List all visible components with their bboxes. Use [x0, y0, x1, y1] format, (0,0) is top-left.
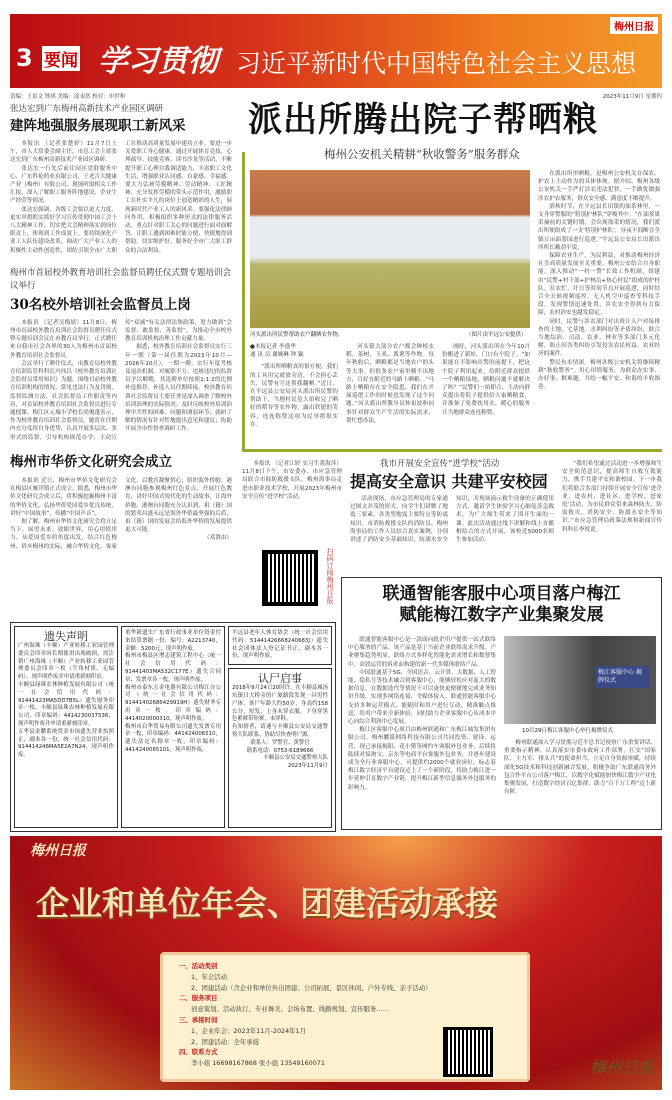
newspaper-logo: 梅州日报	[610, 17, 658, 34]
ad-headline: 企业和单位年会、团建活动承接	[36, 884, 498, 923]
section-title: 四、联系方式	[179, 1048, 218, 1057]
ad-panel	[160, 952, 530, 1082]
photo-credit: （图片由平远公安提供）	[466, 332, 527, 338]
section-title: 二、服务项目	[179, 994, 218, 1003]
ad-logo: 梅州日报	[30, 843, 86, 859]
paragraph: 浴秋时节，在平远县长田镇的油茶林里，一支身穿警服的“特别护林队”穿梭其中。“在油茶果采摘前的关键时期，会出现盗采的情况，我们派出所便组成了一支‘特别护林队’，昼夜不间断在全镇万亩油茶园进行巡逻。”平远县公安局长田派出所所长赖劲平说。	[538, 203, 660, 251]
headline: 建阵地强服务展现职工新风采	[10, 118, 186, 134]
article-body	[348, 636, 496, 792]
paragraph: 中国联通基于5G、全国语音、云计算、大数据、人工智能、隐私号等技术融合到客服中心，能够轻松应对庞大的数据信息，在数据迭代等情况下可以更快更便捷地完成业务知识升级，实现多网络连接、全媒体接入。联通智能客服中心支持多种运营模式，能随时和用户进行互动，精准触点推送，给用户带来全新体验，同时助力企业客服中心从成本中心向综合利润中心发展。	[348, 669, 496, 726]
lead-body-lower	[250, 343, 530, 429]
paragraph: 据悉，校外教育培训社会监督员实行三年一期（第一届任期为2023年10月—2026年10月），一期一聘，实行年度考核及退出机制，对履职不力、违规违纪的监督员予以解聘，其选聘单位按照1:1:2的比例补选推荐，补选人员任期续接。校外教育培训社会监督员主要任务是深入调查了解校外培训治理的实际情况；及时反映校外培训治理中共性的困难、问题和薄弱环节；就研了解的情况有针对性地提出意见和建议；协助开展全市性督查调研工作。	[125, 344, 232, 433]
article-body	[10, 477, 232, 551]
page-number: 3	[16, 44, 33, 72]
notice-item: 平远县老年人体育协会（统一社会信用代码：51441426668240683J）遗失社会团体法人登记证书正、副本各一份，现声明作废。	[232, 630, 328, 660]
notice-item: 梅州市启华贸易有限公司遗失发票专用章一枚，印章编码：441424006510，遗失法定名称章一枚，印章编码：4414240065101，现声明作废。	[125, 723, 221, 753]
photo-ceremony	[504, 636, 656, 724]
page-banner	[10, 14, 662, 88]
notice-title: 认尸启事	[258, 672, 302, 686]
headline: 30名校外培训社会监督员上岗	[10, 296, 191, 313]
paragraph: 本报讯 近日，梅州市华侨文化研究会在梅县区雁洋镇正式成立。据悉，梅州市华侨文化研究会成立后，将积极挖掘梅州丰富的华侨文化，弘扬华侨爱国爱乡优良传统，讲好“中国故事”，传播“中国声音”。	[10, 477, 117, 517]
paragraph: 保障农业生产，为民利益，对推动梅州经济社会高质量发展至关重要。梅州公安结合自身职能，深入推动“一村一警”长效工作机制，组建由“民警+村干部+护林员+热心村民”组成的护村队，在农忙、圩日等时间节点开展巡逻，同时结合全天候视频巡控、无人机空中巡查等科技手段，发现警情迅速处置，涉农安全得到有力保障，农村治安也越发稳定。	[538, 253, 660, 317]
paragraph: 刚好，河头派出所在今年10月份搬进了新址，门口有个院子。“如果能在不影响出警的前提下，把这个院子利用起来，给附近群众提供一个晒粮场地，晒粮问题不就解决了吗？”民警们一拍即合，主动向群众提出将院子提供给大家晒粮食，并准备了免费饮用水，暖心的服务让当地群众连连称赞。	[442, 344, 530, 416]
lead-headline: 派出所腾出院子帮晒粮	[248, 100, 598, 140]
notice-title: 遗失声明	[44, 630, 88, 643]
kicker: 张达宏到广东梅州高新技术产业园区调研	[10, 104, 164, 114]
byline: ●本报记者 李盛华 通 讯 员 谢婉琳 钟 颖	[250, 344, 304, 359]
notice-item: 梅州市梅县区增志建筑工程中心（统一社会信用代码：91441403MA532C177E）遗失合同章、发票章各一枚，现声明作废。	[125, 653, 221, 683]
notice-item: 有知情者，请速与丰顺县公安局交通警察大队联系，协助尽快查明尸源。	[232, 724, 328, 738]
left-column	[10, 104, 232, 551]
issue-date: 2023年11月9日 星期四	[602, 94, 662, 100]
qr-code[interactable]	[262, 550, 318, 606]
safety-headline: 提高安全意识 共建平安校园	[350, 472, 548, 491]
notice-item: 梅州市泰东五金电器有限公司梅江分公司（统一社会信用代码：91441402686429919H）遗失财务专用章一枚，印章编码：4414020000310，现声明作废。	[125, 684, 221, 722]
article-body	[10, 140, 232, 255]
contact-phones: 李小姐 16698167868 张小姐 13549160071	[191, 1059, 325, 1068]
notice-date: 2023年11月9日	[287, 763, 328, 770]
paragraph: 本报讯 （记者吴梅婧）11月8日，梅州市首届校外教育培训社会监督员聘任仪式暨专题培训会议在市教育局举行，正式聘任来自我市社会各界的30人为梅州市首届校外教育培训社会监督员。	[10, 319, 117, 359]
banner-title: 习近平新时代中国特色社会主义思想	[236, 49, 637, 78]
lost-notice	[14, 626, 118, 828]
paragraph: 同时，民警与涉农部门对出资计入户对接排查的土地、宅基地、水利纠纷等矛盾纠纷，联合当地综治、司法、农业、林业等多部门多元化解，防止因各类纠纷引发侵害农民权益、农业经济的案件。	[538, 318, 660, 358]
photo-drying-grain	[250, 170, 530, 328]
paragraph: 张达宏强调，各级工会要以更大力度、更实举措抓实抓好学习宣传贯彻中国工会十八大精神工作，切实把大会精神落实到岗位职责上、体现到工作成效上。要持续深化产业工人队伍建设改革，调动广大产业工人的积极性主动性创造性，团结引领全市广大职工在推动高质量发展中建功立业。要进一步关爱职工身心健康，通过开展体育竞技、心理疏导、技能竞赛、读书沙龙等活动，不断提升职工心理自我调适能力，丰富职工文化生活，增强职业认同感、自豪感、幸福感。要大力弘扬劳模精神、劳动精神、工匠精神，充分发挥劳模的带头示范作用，激励职工在朴实平凡的岗位上创造精彩的人生，展现新时代产业工人的新风采。要强化法律顾问作用，积极组织多种形式的法律服务活动，重点针对职工关心的问题进行面对面解答，让职工遇到困难时能方便、快捷地得到帮助，切实维护好、服务好全市广大职工群众的合法利益。	[10, 141, 232, 254]
paragraph: 梅州联通深入学习贯彻习近平总书记视察广东重要讲话、重要指示精神，认真落实市委市政府工作部署，扛实“国家队、主力军、排头兵”的使命担当，立足自身资源禀赋，持续深化5G技术和科技创新融合发展，积极争取广东联通商务外包合作平台公司落户梅江，以数字化赋能加快梅江数字产业化集聚发展，打造数字经济百亿集群，助力“百千万工程”迈上新台阶。	[504, 740, 656, 796]
item: 2、团建活动（含企业和单位外出团建、公司拓展、景区休闲、户外专线、亲子活动）	[191, 983, 432, 992]
advertisement	[10, 836, 662, 1090]
photo-caption: 河头派出所民警帮助农户翻晒农作物。	[250, 332, 344, 338]
item: 1、年会活动	[191, 972, 228, 981]
safety-body-mid	[350, 495, 554, 544]
paragraph: “我们希望通过活动进一步增强师生安全防范意识，提高师生自救互救能力，携手共建平安和谐校园。下一步我们将联合多部门持续开展安全宣传‘进企业、进农村、进社区、进学校、进家庭’活动，为市民群众带来森林防火、防震救灾、消防安全、防溺水安全等知识。”市应急管理局政策法规和新闻宣传科科长李锐说。	[562, 461, 662, 533]
paragraph: 在派出所里晒粮，是梅州公安机关在保农、护农上主动作为的具体体现。据介绍，梅州各级公安机关一手严打涉农违法犯罪，一手做优做强涉农护农服务，群众安全感、满意度不断提升。	[538, 171, 660, 202]
lost-notice-cont	[121, 626, 225, 828]
ad-logo-bottom: 梅州日报	[589, 1058, 654, 1077]
notice-item: 广州海珠（丰顺）产业转移工业园管理委员会印章因长期使用出现破损，需注销广州海珠（丰顺）产业转移工业园管理委员会印章一枚（牛角材质、无编码），现声明作废并申请重新刻印章。	[18, 643, 114, 681]
source: （邓贤由）	[204, 535, 232, 542]
notice-item: 五华县金鹏系统贸金市场遗失营业执照正、副本各一份，统一社会信用代码：914414246MA5E2A7N24，现声明作废。	[18, 728, 114, 759]
article-body-right	[504, 739, 656, 796]
item: 1、企业年会：2023年11月-2024年1月	[191, 1026, 307, 1035]
qr-caption: 扫码订阅梅州日报	[326, 548, 334, 604]
paragraph: 本报讯 （记者江婷 实习生黄海萍）11月8日下午，市安委办、市应急管理局联合市陆防救援支队、梅州海事局走进市职业技术学校，开展2023年梅州市安全宣传“进学校”活动。	[242, 461, 342, 500]
item: 2、团建活动：全年承接	[191, 1037, 259, 1046]
notices-box	[10, 622, 336, 832]
paragraph: 本报讯 （记者张楚婷）11月7日上午，市人大常委会副主任、市总工会主席张达宏到广东梅州高新技术产业园区调研。	[10, 141, 117, 164]
lead-subtitle: 梅州公安机关精耕“秋收警务”服务群众	[320, 147, 524, 161]
lead-body-right	[538, 170, 660, 391]
credits: 责编：王景文 钟琪 美编：涂未然 校对：申世和	[10, 94, 126, 100]
section-label: 要闻	[42, 46, 80, 71]
paragraph: 河头镇大部分农户都会种植水稻、茶树、玉米、番薯等作物。每年秋收后，晒粮都是当地农户的头等大事。但很多农户家里腾不出地方，只好在附近的马路上晒粮。“马路上晒粮存在安全隐患，我们在开展巡逻工作的时候也发现了这个问题。”河头派出所教导员钟祖波和同事针对群众生产生活的实际需求，帮忙想办法。	[346, 344, 434, 424]
headline: 梅州市华侨文化研究会成立	[10, 453, 172, 470]
article-union	[10, 104, 232, 255]
paragraph: 警民鱼水情深。梅州各级公安机关将继续精耕“秋收警务”，用心用情服务，为群众办实事、办好事、解难题，共绘一幅平安、和谐的丰收图卷。	[538, 359, 660, 391]
paragraph: 联通智能客服中心是一款面向政企用户提供一站式联络中心服务的产品。该产品是基于当前企业联络需求升级、产业聚集趋势明显、联络方式多样化智能化需求增长和数智集中、高效运营的诉求而构建的新一代多媒体联络产品。	[348, 637, 496, 668]
photo-caption: 10月29日梅江客服中心举行揭牌仪式	[522, 728, 613, 734]
liantong-box	[341, 577, 662, 830]
safety-kicker: 我市开展安全宣传“进学校”活动	[380, 459, 500, 469]
notice-item: 2018年9月24日20时许，在丰顺县城汤坑镇日大桥旁的广厦路段发现一具男性尸体，该尸年龄大约50岁，身高约158公分，短发，上身未穿衣服，下身穿黑色紧裤带短裤，未穿鞋。	[232, 685, 328, 723]
issuer: 丰顺县公安局交通警察大队	[263, 755, 328, 762]
kicker: 梅州市首届校外教育培训社会监督员聘任仪式暨专题培训会议举行	[10, 267, 232, 291]
safety-body-right	[562, 460, 662, 534]
paragraph: 据了解，梅州市华侨文化研究会将立足当下、展望未来、放眼世界，用心用情用力，从爱国爱乡的角度出发，结合红色梅州、侨乡梅州的实际，融合华侨文化、客家文化，以教育凝聚侨心；组织海外侨胞、港澳台同胞参观梅州红色景点，开展红色教育，讲好中国式现代化的生动故事，让海外侨胞、港澳台同胞充分认识到，祖（籍）国的繁荣昌盛永远是海外华侨最坚强的后盾，祖（籍）国的发展会给海外华侨的发展提供更大可能。	[10, 477, 232, 550]
article-body	[10, 319, 232, 442]
paragraph: 梅江区客服中心项目由梅州联通和广东梅江城发集团有限公司、梅州鹏派网络科技有限公司共同投资、建设、运营，现已承接揭阳、花小猪等网约车客服外包业务，后续将陆续对接淘宝、京东等电商平台客服外包业务，并逐步建设成为全行业客服中心，可提供约2000个就业岗位，标志着梅江数字经济平台建设迈上了一个新阶段，将助力梅江进一步延伸引育数字产业链，提升梅江新型信息服务外包服务的影响力。	[348, 727, 496, 791]
item: 创意策划、活动执行、专业舞美、会场布置、线路规划、宣传服务……	[191, 1005, 390, 1014]
paragraph: “派出所晒粮真的很方便，我们的工具用完就放旁边，不会担心丢失，民警有空还帮我翻晒。”近日，在平远县公安局河头派出所民警的帮助下，当地村民危大伯收完了晒好的稻谷等农作物，露出欣慰的笑容，连连称赞这项为民举措很实在。	[250, 364, 338, 428]
lost-notice-assoc	[228, 626, 332, 665]
calligraphy-title: 学习贯彻	[98, 44, 218, 79]
contact: 联系人：罗警官、黄警官	[250, 739, 310, 746]
body-notice	[228, 668, 332, 828]
safety-body-left	[242, 460, 342, 501]
paragraph: 活动现场，市应急管理局的专家通过图文并茂的形式，向学生们讲解了地震三要素、各类型地震主要特点等防震知识。市消防救援支队的消防员、梅州海事局的工作人员结合真实案例，分别讲述了消防安全基础知识、防溺水安全知识，并现场演示救生设备的正确使用方式，邀请学生体验学习心肺复苏急救术，为广大师生带来了別开生面的一课。此次活动通过线下讲解和线上直播相结合的方式开展，该校近5000名师生参加活动。	[350, 496, 554, 544]
ceremony-sign: 梅江客服中心 揭牌仪式	[595, 666, 650, 688]
notice-item: 重华新遗失广东省行政事业单位资金往来结算票据一份，编号：A2213740，金额：5200元，现声明作废。	[125, 630, 221, 652]
article-overseas-chinese	[10, 454, 232, 551]
paragraph: 会议举行了聘任仪式，市教育局校外教育培训监管科科长冯伟以《校外教育培训社会监督员常用知识》为题，围绕目前校外教育培训机构的情况、常见违法行为及罚则、监督监测方法、社会监督员工作职责等内容，对首届校外教育培训社会监督员进行专题授课。梅江区元城小学校长尚俊蓬表示，作为校外教育培训社会监督员，她将在任期内充分发挥自身优势，认真开展多层次、多形式的监督，引导机构规范办学；主动宣传“双减”有关法律法规政策，努力做到“会监督、敢监督、善监督”，为推动全市校外教育培训机构治理工作贡献力量。	[10, 319, 232, 441]
contact-phone: 联系电话：0753-6189666	[246, 747, 314, 754]
section-title: 三、承接时间	[179, 1015, 218, 1024]
ad-qr-code[interactable]	[443, 1027, 493, 1077]
notice-item: 丰顺县绿珠农林种植发展有限公司（统一社会信用代码：91441423MA5DD7B5L）遗失财务印章一枚、丰顺县绿珠农林种植发展有限公司，印章编码：4414230037536，现声明作废并申请重新刻印章。	[18, 681, 114, 727]
paragraph: 张达宏一行先后前往园区党群服务中心、广东科伦药业有限公司、王老吉大健康产业（梅州）有限公司，现场听取相关工作汇报，深入了解职工服务阵地建设、企业生产经营等情况。	[10, 165, 117, 205]
section-title: 一、活动类别	[179, 962, 218, 970]
notice-col3	[228, 626, 332, 828]
article-supervisors	[10, 267, 232, 442]
headline: 联通智能客服中心项目落户梅江 赋能梅江数字产业集聚发展	[382, 584, 621, 625]
